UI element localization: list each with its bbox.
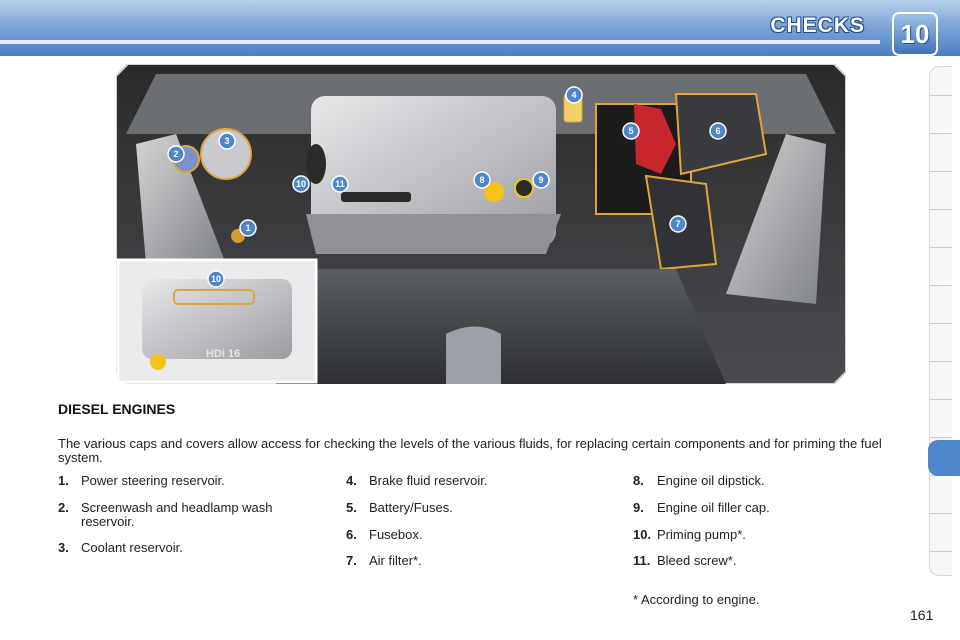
item-text: Bleed screw*. bbox=[657, 553, 737, 568]
item-number: 11. bbox=[633, 553, 651, 568]
callout-8 bbox=[474, 172, 490, 188]
callout-8-label: 8 bbox=[479, 175, 485, 185]
list-item bbox=[633, 554, 903, 568]
chapter-number: 10 bbox=[900, 18, 930, 49]
list-item bbox=[633, 501, 903, 515]
callout-9-label: 9 bbox=[538, 175, 544, 185]
callout-5 bbox=[623, 123, 639, 139]
brand-emblem bbox=[446, 327, 501, 385]
callout-7-label: 7 bbox=[675, 219, 681, 229]
list-item bbox=[58, 501, 318, 529]
item-text: Engine oil filler cap. bbox=[657, 500, 770, 515]
callout-3 bbox=[219, 133, 235, 149]
item-number: 1. bbox=[58, 473, 69, 488]
callout-5-label: 5 bbox=[628, 126, 634, 136]
item-number: 2. bbox=[58, 500, 69, 515]
list-item bbox=[633, 528, 903, 542]
callout-10-label: 10 bbox=[295, 179, 307, 189]
section-heading: DIESEL ENGINES bbox=[58, 401, 176, 417]
callout-9 bbox=[533, 172, 549, 188]
tab-divider bbox=[930, 209, 952, 210]
header-rule bbox=[0, 40, 880, 44]
tab-divider bbox=[930, 247, 952, 248]
item-text: Power steering reservoir. bbox=[81, 473, 225, 488]
tab-divider bbox=[930, 399, 952, 400]
item-number: 10. bbox=[633, 527, 652, 542]
callout-1-label: 1 bbox=[245, 223, 251, 233]
callout-3-label: 3 bbox=[224, 136, 230, 146]
active-chapter-tab[interactable] bbox=[928, 440, 960, 476]
item-number: 4. bbox=[346, 473, 357, 488]
item-number: 9. bbox=[633, 500, 644, 515]
tab-divider bbox=[930, 551, 952, 552]
list-item bbox=[346, 554, 606, 568]
tab-divider bbox=[930, 133, 952, 134]
list-item bbox=[346, 474, 606, 488]
callout-2-label: 2 bbox=[173, 149, 179, 159]
item-text: Air filter*. bbox=[369, 553, 422, 568]
tab-divider bbox=[930, 171, 952, 172]
priming-pump-shape bbox=[306, 144, 326, 184]
callout-6 bbox=[710, 123, 726, 139]
oil-filler-cap-shape bbox=[515, 179, 533, 197]
tab-divider bbox=[930, 513, 952, 514]
item-text: Priming pump*. bbox=[657, 527, 746, 542]
callout-4 bbox=[566, 87, 582, 103]
inset-oil-cap-shape bbox=[150, 354, 166, 370]
item-number: 3. bbox=[58, 540, 69, 555]
item-text: Battery/Fuses. bbox=[369, 500, 453, 515]
tab-divider bbox=[930, 95, 952, 96]
item-text: Brake fluid reservoir. bbox=[369, 473, 488, 488]
item-number: 6. bbox=[346, 527, 357, 542]
inset-callout-10 bbox=[208, 271, 224, 287]
item-text: Fusebox. bbox=[369, 527, 423, 542]
item-text: Engine oil dipstick. bbox=[657, 473, 765, 488]
item-number: 5. bbox=[346, 500, 357, 515]
engine-bay-illustration bbox=[116, 64, 846, 384]
chapter-number-badge bbox=[892, 12, 938, 56]
item-text: Screenwash and headlamp wash reservoir. bbox=[81, 500, 273, 529]
inset-badge-text: HDi 16 bbox=[206, 348, 241, 360]
side-tab-strip bbox=[929, 66, 952, 576]
callout-11-label: 11 bbox=[335, 179, 345, 189]
inset-callout-label: 10 bbox=[210, 274, 222, 284]
engine-cover-lower bbox=[306, 214, 561, 254]
callout-7 bbox=[670, 216, 686, 232]
list-item bbox=[346, 528, 606, 542]
tab-divider bbox=[930, 323, 952, 324]
list-item bbox=[58, 541, 318, 555]
tab-divider bbox=[930, 361, 952, 362]
list-item bbox=[633, 474, 903, 488]
tab-divider bbox=[930, 437, 952, 438]
chapter-title: CHECKS bbox=[770, 14, 865, 37]
list-item bbox=[58, 474, 318, 488]
item-number: 7. bbox=[346, 553, 357, 568]
callout-1 bbox=[240, 220, 256, 236]
bleed-screw-hose-shape bbox=[341, 192, 411, 202]
callout-6-label: 6 bbox=[715, 126, 721, 136]
list-item bbox=[346, 501, 606, 515]
footnote: * According to engine. bbox=[633, 592, 760, 607]
callout-11 bbox=[332, 176, 348, 192]
page-number: 161 bbox=[910, 607, 934, 623]
tab-divider bbox=[930, 285, 952, 286]
item-number: 8. bbox=[633, 473, 644, 488]
callout-4-label: 4 bbox=[571, 90, 577, 100]
item-text: Coolant reservoir. bbox=[81, 540, 183, 555]
intro-paragraph: The various caps and covers allow access for checking the levels of the various fluids, for replacing certain components and for priming the fuel system. bbox=[58, 436, 882, 465]
callout-10 bbox=[293, 176, 309, 192]
callout-2 bbox=[168, 146, 184, 162]
